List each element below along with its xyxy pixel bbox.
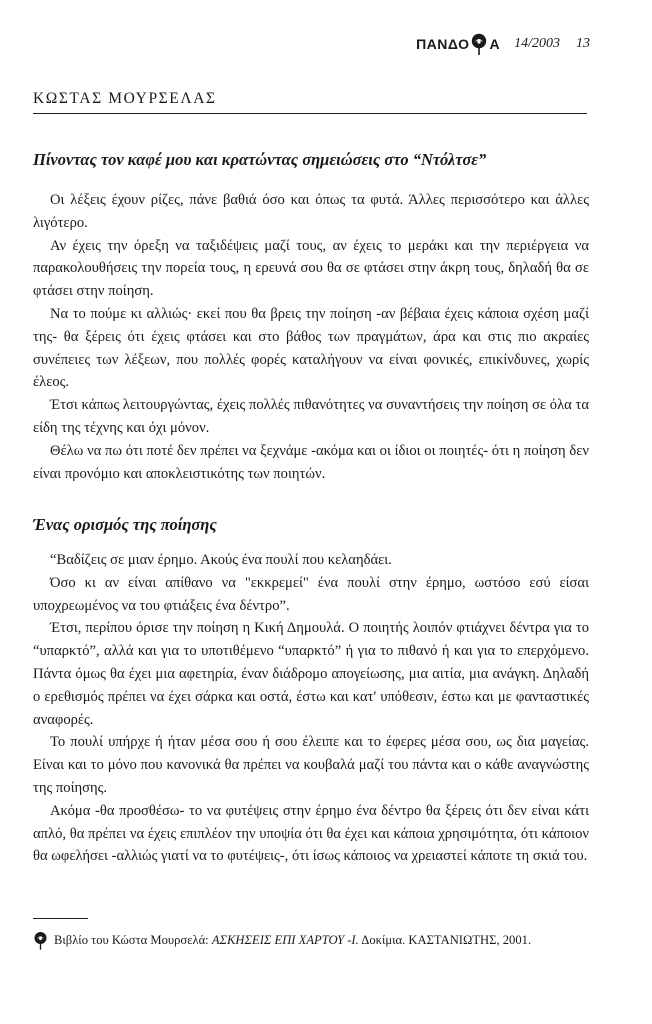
author-name: ΚΩΣΤΑΣ ΜΟΥΡΣΕΛΑΣ (33, 90, 217, 107)
paragraph: Θέλω να πω ότι ποτέ δεν πρέπει να ξεχνάμε -ακόμα και οι ίδιοι οι ποιητές- ότι η ποίηση δεν είναι προνόμιο και αποκλειστικότης των ποιητών. (33, 442, 589, 482)
paragraph: Όσο κι αν είναι απίθανο να "εκκρεμεί" ένα πουλί στην έρημο, ωστόσο εσύ είσαι υποχρεωμένος να του φτιάξεις ένα δέντρο”. (33, 574, 589, 614)
paragraph: “Βαδίζεις σε μιαν έρημο. Ακούς ένα πουλί που κελαηδάει. (50, 552, 392, 568)
paragraph: Έτσι κάπως λειτουργώντας, έχεις πολλές πιθανότητες να συναντήσεις την ποίηση σε όλα τα είδη της τέχνης και όχι μόνον. (33, 397, 589, 436)
page-number: 13 (576, 36, 590, 51)
paragraph: Ακόμα -θα προσθέσω- το να φυτέψεις στην έρημο ένα δέντρο θα ξέρεις ότι δεν είναι κάτι απλό, θα πρέπει να έχεις επιπλέον την υποψία ότι θα έχει και κάποια χρησιμότητα, ότι κάποιον θα ωφελήσει -αλλιώς γιατί να το φυτέψεις-, ότι ίσως κάποιος να χρειαστεί κάποτε τη σκιά του. (33, 802, 589, 865)
masthead (416, 33, 590, 55)
pandora-logo-icon (470, 33, 488, 55)
magazine-name (416, 33, 500, 55)
section-body (33, 549, 589, 868)
pandora-logo-icon (33, 931, 48, 950)
header-divider (33, 113, 587, 114)
footnote-text (54, 933, 531, 948)
footnote-book-title: ΑΣΚΗΣΕΙΣ ΕΠΙ ΧΑΡΤΟΥ -Ι. (211, 933, 359, 947)
issue-number: 14/2003 (514, 36, 560, 51)
magazine-name-right: Α (489, 36, 501, 52)
article-body (33, 189, 589, 485)
paragraph: Το πουλί υπήρχε ή ήταν μέσα σου ή σου έλειπε και το έφερες μέσα σου, ως δια μαγείας. Είναι και το μόνο που κανονικά θα πρέπει να κουβαλά μαζί του πάντα και ο κάθε αναγνώστης της ποίησης. (33, 734, 589, 796)
footnote-divider (33, 918, 88, 919)
magazine-name-left: ΠΑΝΔΟ (416, 36, 470, 52)
footnote (33, 931, 593, 950)
paragraph: Αν έχεις την όρεξη να ταξιδέψεις μαζί τους, αν έχεις το μεράκι και την περιέργεια να παρακολουθήσεις την πορεία τους, η ερευνά σου θα σε φτάσει στην άκρη τους, δηλαδή θα σε φτάσει στην ποίηση. (33, 237, 589, 300)
section-title: Ένας ορισμός της ποίησης (33, 515, 217, 534)
paragraph: Οι λέξεις έχουν ρίζες, πάνε βαθιά όσο και όπως τα φυτά. Άλλες περισσότερο και άλλες λιγότερο. (33, 192, 589, 231)
footnote-prefix: Βιβλίο του Κώστα Μουρσελά: (54, 933, 212, 947)
paragraph: Να το πούμε κι αλλιώς· εκεί που θα βρεις την ποίηση -αν βέβαια έχεις κάποια σχέση μαζί της- θα ξέρεις ότι έχεις φτάσει και στο βάθος των πραγμάτων, άρα και στις πιο ακραίες συνέπειες των λέξεων, που πολλές φορές καταλήγουν να είναι φονικές, επικίνδυνες, χωρίς έλεος. (33, 305, 589, 391)
article-title: Πίνοντας τον καφέ μου και κρατώντας σημειώσεις στο “Ντόλτσε” (33, 150, 487, 169)
footnote-suffix: Δοκίμια. ΚΑΣΤΑΝΙΩΤΗΣ, 2001. (358, 933, 532, 947)
paragraph: Έτσι, περίπου όρισε την ποίηση η Κική Δημουλά. Ο ποιητής λοιπόν φτιάχνει δέντρα για το “υπαρκτό”, αλλά και για το υποτιθέμενο “υπαρκτό” ή για το πιθανό ή και για το επερχόμενο. Πάντα όμως θα έχει μια αφετηρία, έναν διάδρομο απογείωσης, μια αιτία, μια ανάγκη. Δηλαδή ο ερεθισμός πρέπει να έχει σάρκα και οστά, έστω και κατ' υπόθεσιν, έστω και με φανταστικές αναφορές. (33, 620, 589, 728)
